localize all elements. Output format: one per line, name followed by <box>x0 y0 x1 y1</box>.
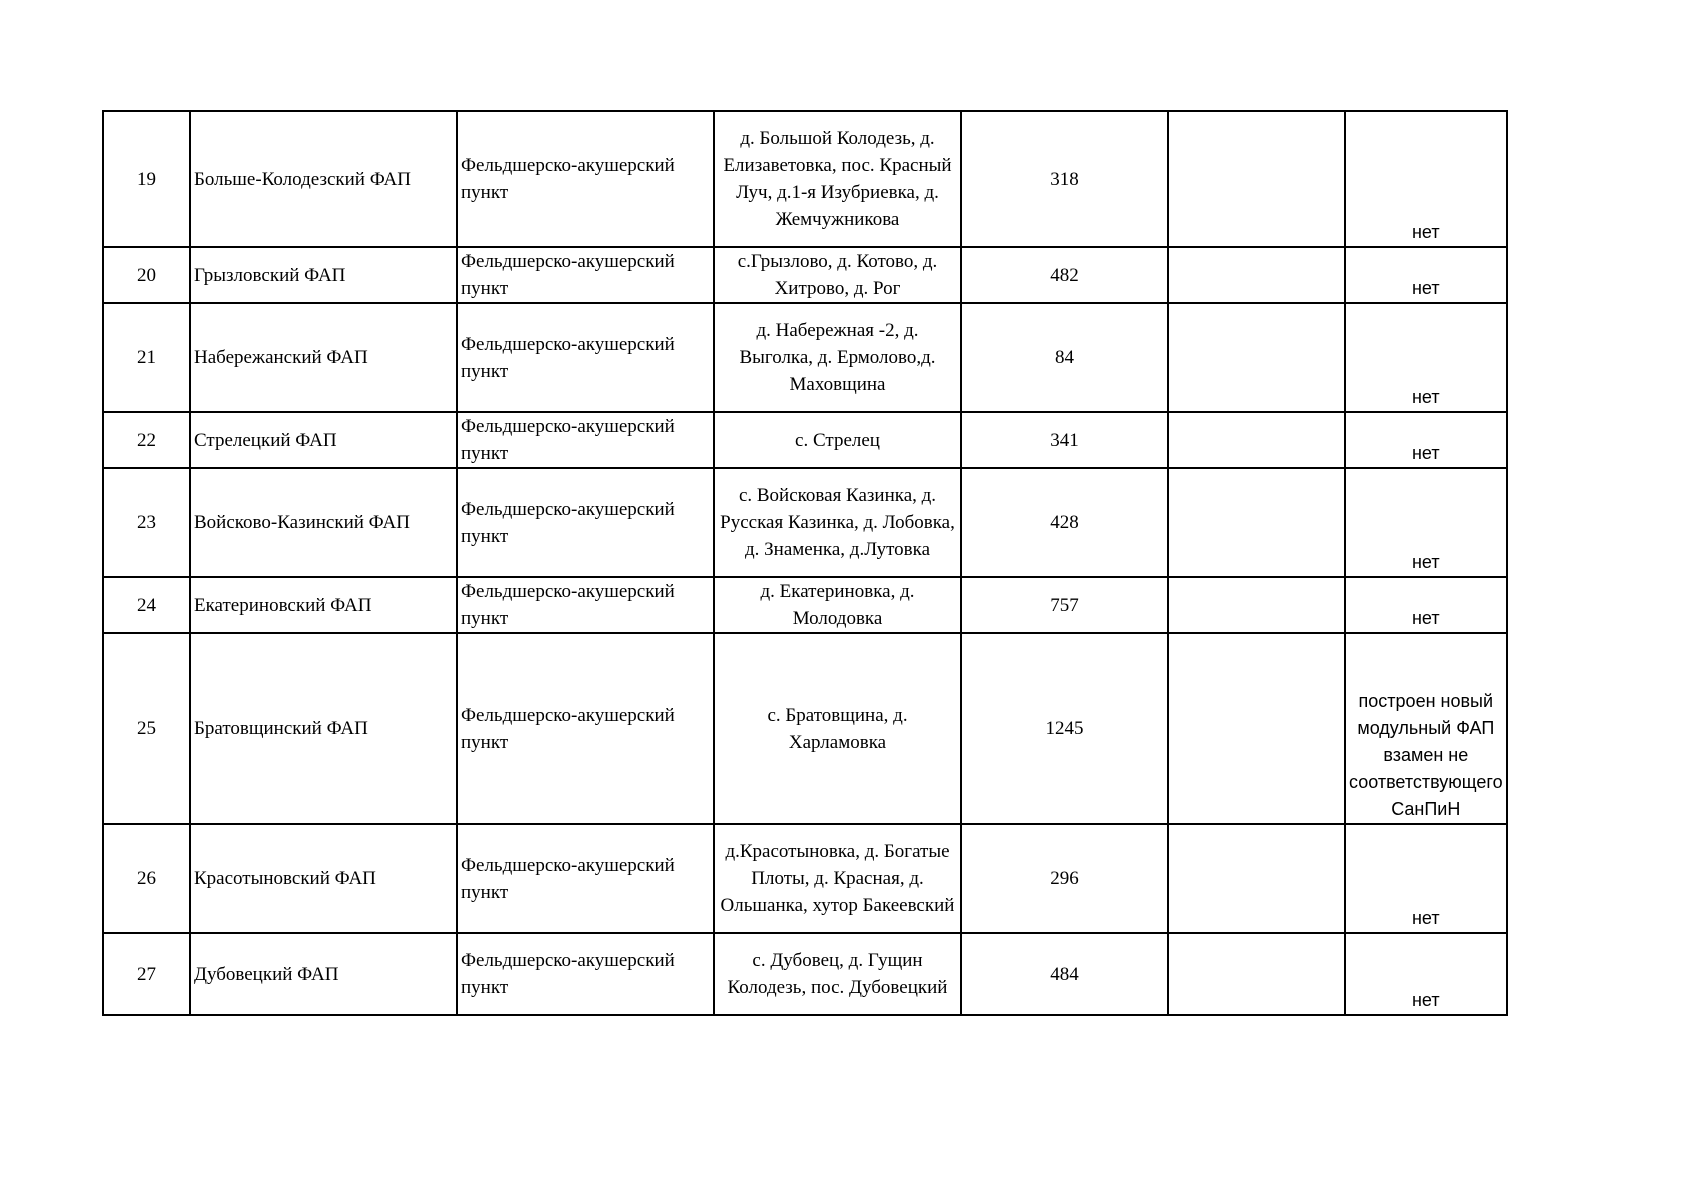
facility-name: Екатериновский ФАП <box>190 577 457 633</box>
table-row <box>103 468 1507 577</box>
empty-cell <box>1168 824 1345 933</box>
note-cell: нет <box>1345 933 1507 1015</box>
population: 757 <box>961 577 1168 633</box>
population: 84 <box>961 303 1168 412</box>
empty-cell <box>1168 468 1345 577</box>
facility-name: Войсково-Казинский ФАП <box>190 468 457 577</box>
facility-type: Фельдшерско-акушерский пункт <box>457 412 714 468</box>
facility-name: Красотыновский ФАП <box>190 824 457 933</box>
facility-type: Фельдшерско-акушерский пункт <box>457 468 714 577</box>
population: 318 <box>961 111 1168 247</box>
row-number: 20 <box>103 247 190 303</box>
note-cell: нет <box>1345 577 1507 633</box>
served-settlements: д. Большой Колодезь, д. Елизаветовка, пос. Красный Луч, д.1-я Изубриевка, д. Жемчужникова <box>714 111 961 247</box>
served-settlements: с. Дубовец, д. Гущин Колодезь, пос. Дубовецкий <box>714 933 961 1015</box>
empty-cell <box>1168 577 1345 633</box>
population: 428 <box>961 468 1168 577</box>
population: 482 <box>961 247 1168 303</box>
table-row <box>103 412 1507 468</box>
served-settlements: с. Войсковая Казинка, д. Русская Казинка, д. Лобовка, д. Знаменка, д.Лутовка <box>714 468 961 577</box>
empty-cell <box>1168 933 1345 1015</box>
empty-cell <box>1168 303 1345 412</box>
facility-type: Фельдшерско-акушерский пункт <box>457 303 714 412</box>
facility-name: Больше-Колодезский ФАП <box>190 111 457 247</box>
table-row <box>103 824 1507 933</box>
row-number: 23 <box>103 468 190 577</box>
served-settlements: с.Грызлово, д. Котово, д. Хитрово, д. Рог <box>714 247 961 303</box>
population: 296 <box>961 824 1168 933</box>
table-row <box>103 111 1507 247</box>
facility-name: Стрелецкий ФАП <box>190 412 457 468</box>
population: 341 <box>961 412 1168 468</box>
row-number: 19 <box>103 111 190 247</box>
note-cell: нет <box>1345 111 1507 247</box>
table-body <box>103 111 1507 1015</box>
facility-type: Фельдшерско-акушерский пункт <box>457 577 714 633</box>
table-row <box>103 247 1507 303</box>
facility-type: Фельдшерско-акушерский пункт <box>457 933 714 1015</box>
facility-type: Фельдшерско-акушерский пункт <box>457 247 714 303</box>
note-cell: нет <box>1345 412 1507 468</box>
facility-type: Фельдшерско-акушерский пункт <box>457 633 714 824</box>
empty-cell <box>1168 633 1345 824</box>
note-cell: построен новый модульный ФАП взамен не соответствующего СанПиН <box>1345 633 1507 824</box>
row-number: 22 <box>103 412 190 468</box>
facility-type: Фельдшерско-акушерский пункт <box>457 111 714 247</box>
facility-name: Грызловский ФАП <box>190 247 457 303</box>
table-row <box>103 577 1507 633</box>
empty-cell <box>1168 412 1345 468</box>
note-cell: нет <box>1345 303 1507 412</box>
note-cell: нет <box>1345 247 1507 303</box>
served-settlements: д. Екатериновка, д. Молодовка <box>714 577 961 633</box>
table-row <box>103 633 1507 824</box>
row-number: 26 <box>103 824 190 933</box>
facility-type: Фельдшерско-акушерский пункт <box>457 824 714 933</box>
row-number: 21 <box>103 303 190 412</box>
empty-cell <box>1168 247 1345 303</box>
row-number: 25 <box>103 633 190 824</box>
facilities-table <box>102 110 1508 1016</box>
facility-name: Братовщинский ФАП <box>190 633 457 824</box>
population: 1245 <box>961 633 1168 824</box>
facility-name: Набережанский ФАП <box>190 303 457 412</box>
served-settlements: с. Братовщина, д. Харламовка <box>714 633 961 824</box>
note-cell: нет <box>1345 824 1507 933</box>
note-cell: нет <box>1345 468 1507 577</box>
served-settlements: с. Стрелец <box>714 412 961 468</box>
facility-name: Дубовецкий ФАП <box>190 933 457 1015</box>
table-row <box>103 303 1507 412</box>
row-number: 27 <box>103 933 190 1015</box>
served-settlements: д. Набережная -2, д. Выголка, д. Ермолово,д. Маховщина <box>714 303 961 412</box>
table-row <box>103 933 1507 1015</box>
row-number: 24 <box>103 577 190 633</box>
served-settlements: д.Красотыновка, д. Богатые Плоты, д. Красная, д. Ольшанка, хутор Бакеевский <box>714 824 961 933</box>
empty-cell <box>1168 111 1345 247</box>
population: 484 <box>961 933 1168 1015</box>
